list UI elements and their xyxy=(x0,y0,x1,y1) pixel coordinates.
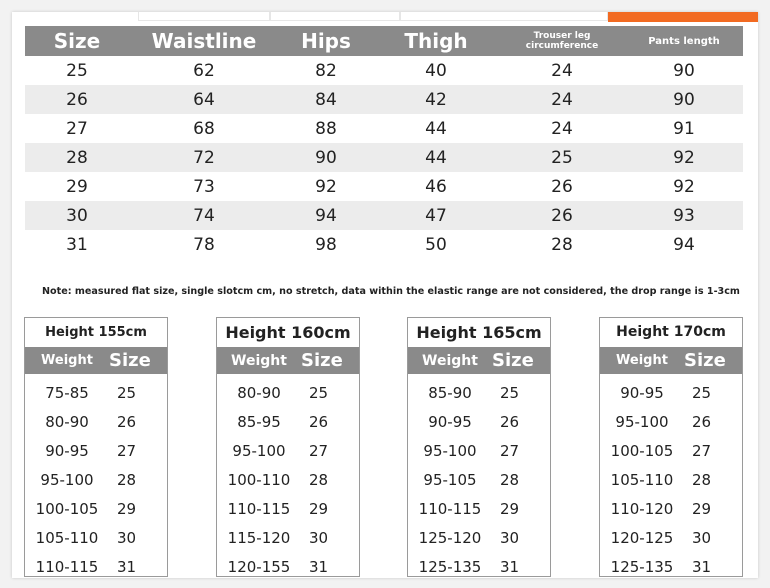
table-cell: 28 xyxy=(66,147,88,168)
weight-header: Weight xyxy=(616,353,668,368)
top-tab-3 xyxy=(400,12,608,21)
table-row xyxy=(408,465,550,494)
table-row xyxy=(217,523,359,552)
size-header: Size xyxy=(301,350,343,371)
table-cell: 62 xyxy=(193,60,215,81)
header-thigh: Thigh xyxy=(404,29,468,53)
weight-cell: 120-125 xyxy=(610,528,674,547)
size-cell: 28 xyxy=(500,470,520,489)
table-cell: 50 xyxy=(425,234,447,255)
weight-cell: 95-100 xyxy=(232,441,286,460)
size-cell: 27 xyxy=(692,441,712,460)
table-cell: 25 xyxy=(551,147,573,168)
table-cell: 78 xyxy=(193,234,215,255)
height-table xyxy=(216,317,360,577)
weight-cell: 95-105 xyxy=(423,470,477,489)
table-cell: 25 xyxy=(66,60,88,81)
top-tab-2 xyxy=(270,12,400,21)
table-cell: 28 xyxy=(551,234,573,255)
size-cell: 25 xyxy=(500,383,520,402)
table-cell: 73 xyxy=(193,176,215,197)
weight-cell: 125-120 xyxy=(418,528,482,547)
weight-cell: 95-100 xyxy=(615,412,669,431)
weight-cell: 90-95 xyxy=(428,412,472,431)
weight-cell: 100-105 xyxy=(610,441,674,460)
size-cell: 31 xyxy=(309,557,329,576)
table-row xyxy=(217,552,359,581)
table-cell: 94 xyxy=(673,234,695,255)
table-row xyxy=(600,407,742,436)
table-row xyxy=(408,436,550,465)
weight-cell: 85-95 xyxy=(237,412,281,431)
weight-cell: 80-90 xyxy=(237,383,281,402)
table-cell: 26 xyxy=(66,89,88,110)
height-table-body xyxy=(600,374,742,581)
height-table-title: Height 155cm xyxy=(45,325,147,340)
table-cell: 24 xyxy=(551,118,573,139)
table-row xyxy=(408,552,550,581)
size-cell: 25 xyxy=(692,383,712,402)
table-row xyxy=(600,465,742,494)
size-cell: 27 xyxy=(500,441,520,460)
weight-cell: 95-100 xyxy=(40,470,94,489)
table-cell: 24 xyxy=(551,89,573,110)
table-cell: 93 xyxy=(673,205,695,226)
weight-cell: 125-135 xyxy=(418,557,482,576)
table-row xyxy=(217,494,359,523)
size-cell: 30 xyxy=(692,528,712,547)
size-cell: 28 xyxy=(117,470,137,489)
weight-cell: 120-155 xyxy=(227,557,291,576)
weight-cell: 85-90 xyxy=(428,383,472,402)
header-pants-length: Pants length xyxy=(648,35,720,47)
table-cell: 92 xyxy=(673,147,695,168)
weight-cell: 105-110 xyxy=(610,470,674,489)
table-row xyxy=(408,494,550,523)
size-cell: 26 xyxy=(309,412,329,431)
height-table xyxy=(407,317,551,577)
weight-cell: 105-110 xyxy=(35,528,99,547)
table-row xyxy=(408,378,550,407)
size-cell: 27 xyxy=(309,441,329,460)
weight-cell: 95-100 xyxy=(423,441,477,460)
size-cell: 26 xyxy=(500,412,520,431)
size-header: Size xyxy=(684,350,726,371)
weight-cell: 90-95 xyxy=(620,383,664,402)
size-chart-page xyxy=(12,12,758,578)
table-cell: 92 xyxy=(315,176,337,197)
weight-cell: 75-85 xyxy=(45,383,89,402)
header-size: Size xyxy=(53,29,101,53)
weight-header: Weight xyxy=(231,352,287,369)
table-row xyxy=(25,552,167,581)
table-row xyxy=(25,85,743,114)
table-cell: 88 xyxy=(315,118,337,139)
weight-cell: 110-120 xyxy=(610,499,674,518)
weight-cell: 125-135 xyxy=(610,557,674,576)
size-header: Size xyxy=(109,350,151,371)
size-cell: 30 xyxy=(309,528,329,547)
table-cell: 82 xyxy=(315,60,337,81)
table-row xyxy=(408,523,550,552)
table-row xyxy=(25,143,743,172)
table-cell: 44 xyxy=(425,118,447,139)
height-table-body xyxy=(408,374,550,581)
table-row xyxy=(25,114,743,143)
size-cell: 29 xyxy=(500,499,520,518)
weight-cell: 110-115 xyxy=(35,557,99,576)
table-row xyxy=(25,172,743,201)
accent-bar xyxy=(608,12,758,22)
weight-cell: 80-90 xyxy=(45,412,89,431)
weight-header: Weight xyxy=(41,353,93,368)
height-table-body xyxy=(217,374,359,581)
height-table-header xyxy=(25,347,167,374)
height-table-header xyxy=(408,347,550,374)
weight-cell: 100-110 xyxy=(227,470,291,489)
table-row xyxy=(600,378,742,407)
size-header: Size xyxy=(492,350,534,371)
main-size-table xyxy=(25,26,743,259)
height-table-title: Height 170cm xyxy=(616,324,726,340)
height-table-title: Height 160cm xyxy=(225,323,351,342)
table-row xyxy=(25,436,167,465)
main-table-header xyxy=(25,26,743,56)
weight-cell: 110-115 xyxy=(227,499,291,518)
table-cell: 92 xyxy=(673,176,695,197)
height-table-header xyxy=(217,347,359,374)
table-cell: 26 xyxy=(551,205,573,226)
table-cell: 68 xyxy=(193,118,215,139)
table-row xyxy=(25,465,167,494)
size-cell: 30 xyxy=(117,528,137,547)
size-cell: 31 xyxy=(500,557,520,576)
size-cell: 28 xyxy=(692,470,712,489)
table-cell: 84 xyxy=(315,89,337,110)
table-row xyxy=(600,494,742,523)
weight-cell: 110-115 xyxy=(418,499,482,518)
size-cell: 28 xyxy=(309,470,329,489)
main-table-body xyxy=(25,56,743,259)
size-cell: 30 xyxy=(500,528,520,547)
height-table xyxy=(599,317,743,577)
table-row xyxy=(600,552,742,581)
table-cell: 30 xyxy=(66,205,88,226)
table-cell: 72 xyxy=(193,147,215,168)
table-cell: 26 xyxy=(551,176,573,197)
table-row xyxy=(217,378,359,407)
table-cell: 90 xyxy=(673,89,695,110)
table-row xyxy=(25,494,167,523)
table-cell: 40 xyxy=(425,60,447,81)
size-cell: 27 xyxy=(117,441,137,460)
table-cell: 27 xyxy=(66,118,88,139)
table-row xyxy=(217,407,359,436)
size-cell: 29 xyxy=(692,499,712,518)
table-row xyxy=(600,436,742,465)
table-row xyxy=(25,230,743,259)
height-table-body xyxy=(25,374,167,581)
table-cell: 64 xyxy=(193,89,215,110)
top-strip xyxy=(12,12,758,22)
header-trouser-leg: Trouser leg circumference xyxy=(525,31,599,51)
size-cell: 31 xyxy=(692,557,712,576)
table-cell: 90 xyxy=(673,60,695,81)
height-table xyxy=(24,317,168,577)
table-row xyxy=(25,407,167,436)
table-cell: 42 xyxy=(425,89,447,110)
table-cell: 91 xyxy=(673,118,695,139)
table-row xyxy=(217,436,359,465)
size-cell: 25 xyxy=(309,383,329,402)
table-row xyxy=(217,465,359,494)
size-cell: 26 xyxy=(117,412,137,431)
table-row xyxy=(25,201,743,230)
weight-cell: 115-120 xyxy=(227,528,291,547)
table-cell: 47 xyxy=(425,205,447,226)
size-cell: 31 xyxy=(117,557,137,576)
table-cell: 46 xyxy=(425,176,447,197)
table-row xyxy=(25,523,167,552)
measurement-note: Note: measured flat size, single slotcm cm, no stretch, data within the elastic range are not considered, the drop range is 1-3cm xyxy=(42,286,740,297)
table-cell: 74 xyxy=(193,205,215,226)
table-cell: 29 xyxy=(66,176,88,197)
weight-header: Weight xyxy=(422,352,478,369)
table-cell: 94 xyxy=(315,205,337,226)
size-cell: 25 xyxy=(117,383,137,402)
table-cell: 44 xyxy=(425,147,447,168)
table-row xyxy=(25,56,743,85)
size-cell: 29 xyxy=(309,499,329,518)
table-cell: 24 xyxy=(551,60,573,81)
header-hips: Hips xyxy=(301,29,351,53)
table-cell: 31 xyxy=(66,234,88,255)
height-table-title: Height 165cm xyxy=(416,323,542,342)
size-cell: 29 xyxy=(117,499,137,518)
top-tab-1 xyxy=(138,12,270,21)
table-row xyxy=(408,407,550,436)
header-waistline: Waistline xyxy=(151,29,257,53)
weight-cell: 90-95 xyxy=(45,441,89,460)
weight-cell: 100-105 xyxy=(35,499,99,518)
height-table-header xyxy=(600,347,742,374)
size-cell: 26 xyxy=(692,412,712,431)
table-row xyxy=(600,523,742,552)
table-cell: 98 xyxy=(315,234,337,255)
table-row xyxy=(25,378,167,407)
table-cell: 90 xyxy=(315,147,337,168)
